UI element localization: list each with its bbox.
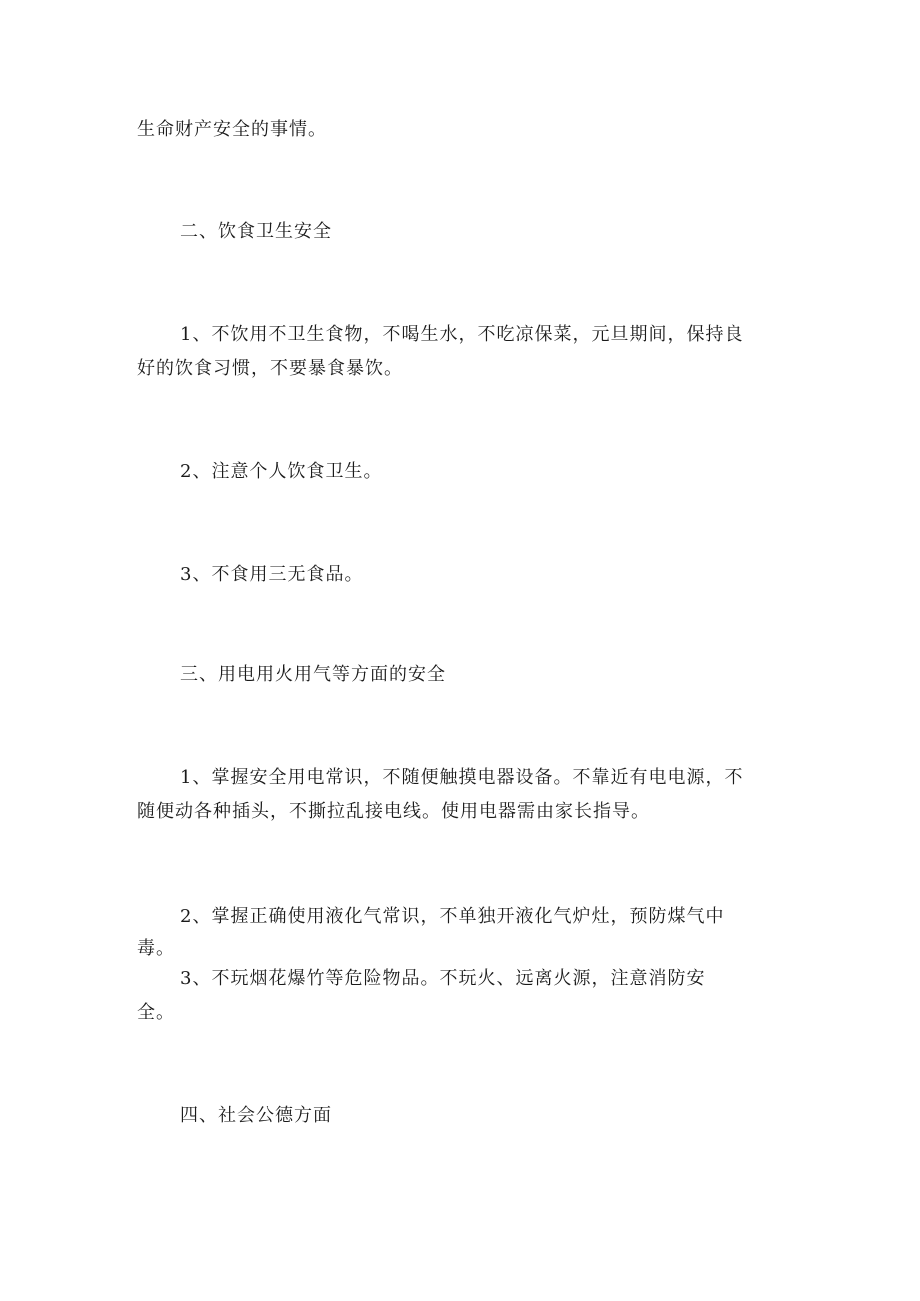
food-item-1-line-2: 好的饮食习惯，不要暴食暴饮。 <box>137 358 403 379</box>
electric-item-3-line-2: 全。 <box>137 1002 175 1023</box>
food-item-2: 2、注意个人饮食卫生。 <box>180 461 383 482</box>
section-heading-social-ethics: 四、社会公德方面 <box>180 1105 332 1126</box>
electric-item-2-line-2: 毒。 <box>137 938 175 959</box>
electric-item-3-line-1: 3、不玩烟花爆竹等危险物品。不玩火、远离火源，注意消防安 <box>180 968 706 989</box>
food-item-1-line-1: 1、不饮用不卫生食物，不喝生水，不吃凉保菜，元旦期间，保持良 <box>180 324 744 345</box>
food-item-3: 3、不食用三无食品。 <box>180 564 364 585</box>
section-heading-food-safety: 二、饮食卫生安全 <box>180 221 332 242</box>
electric-item-1-line-2: 随便动各种插头，不撕拉乱接电线。使用电器需由家长指导。 <box>137 801 650 822</box>
section-heading-electricity-fire-gas: 三、用电用火用气等方面的安全 <box>180 664 446 685</box>
electric-item-2-line-1: 2、掌握正确使用液化气常识，不单独开液化气炉灶，预防煤气中 <box>180 906 725 927</box>
electric-item-1-line-1: 1、掌握安全用电常识，不随便触摸电器设备。不靠近有电电源，不 <box>180 767 744 788</box>
paragraph-continuation: 生命财产安全的事情。 <box>137 119 327 140</box>
